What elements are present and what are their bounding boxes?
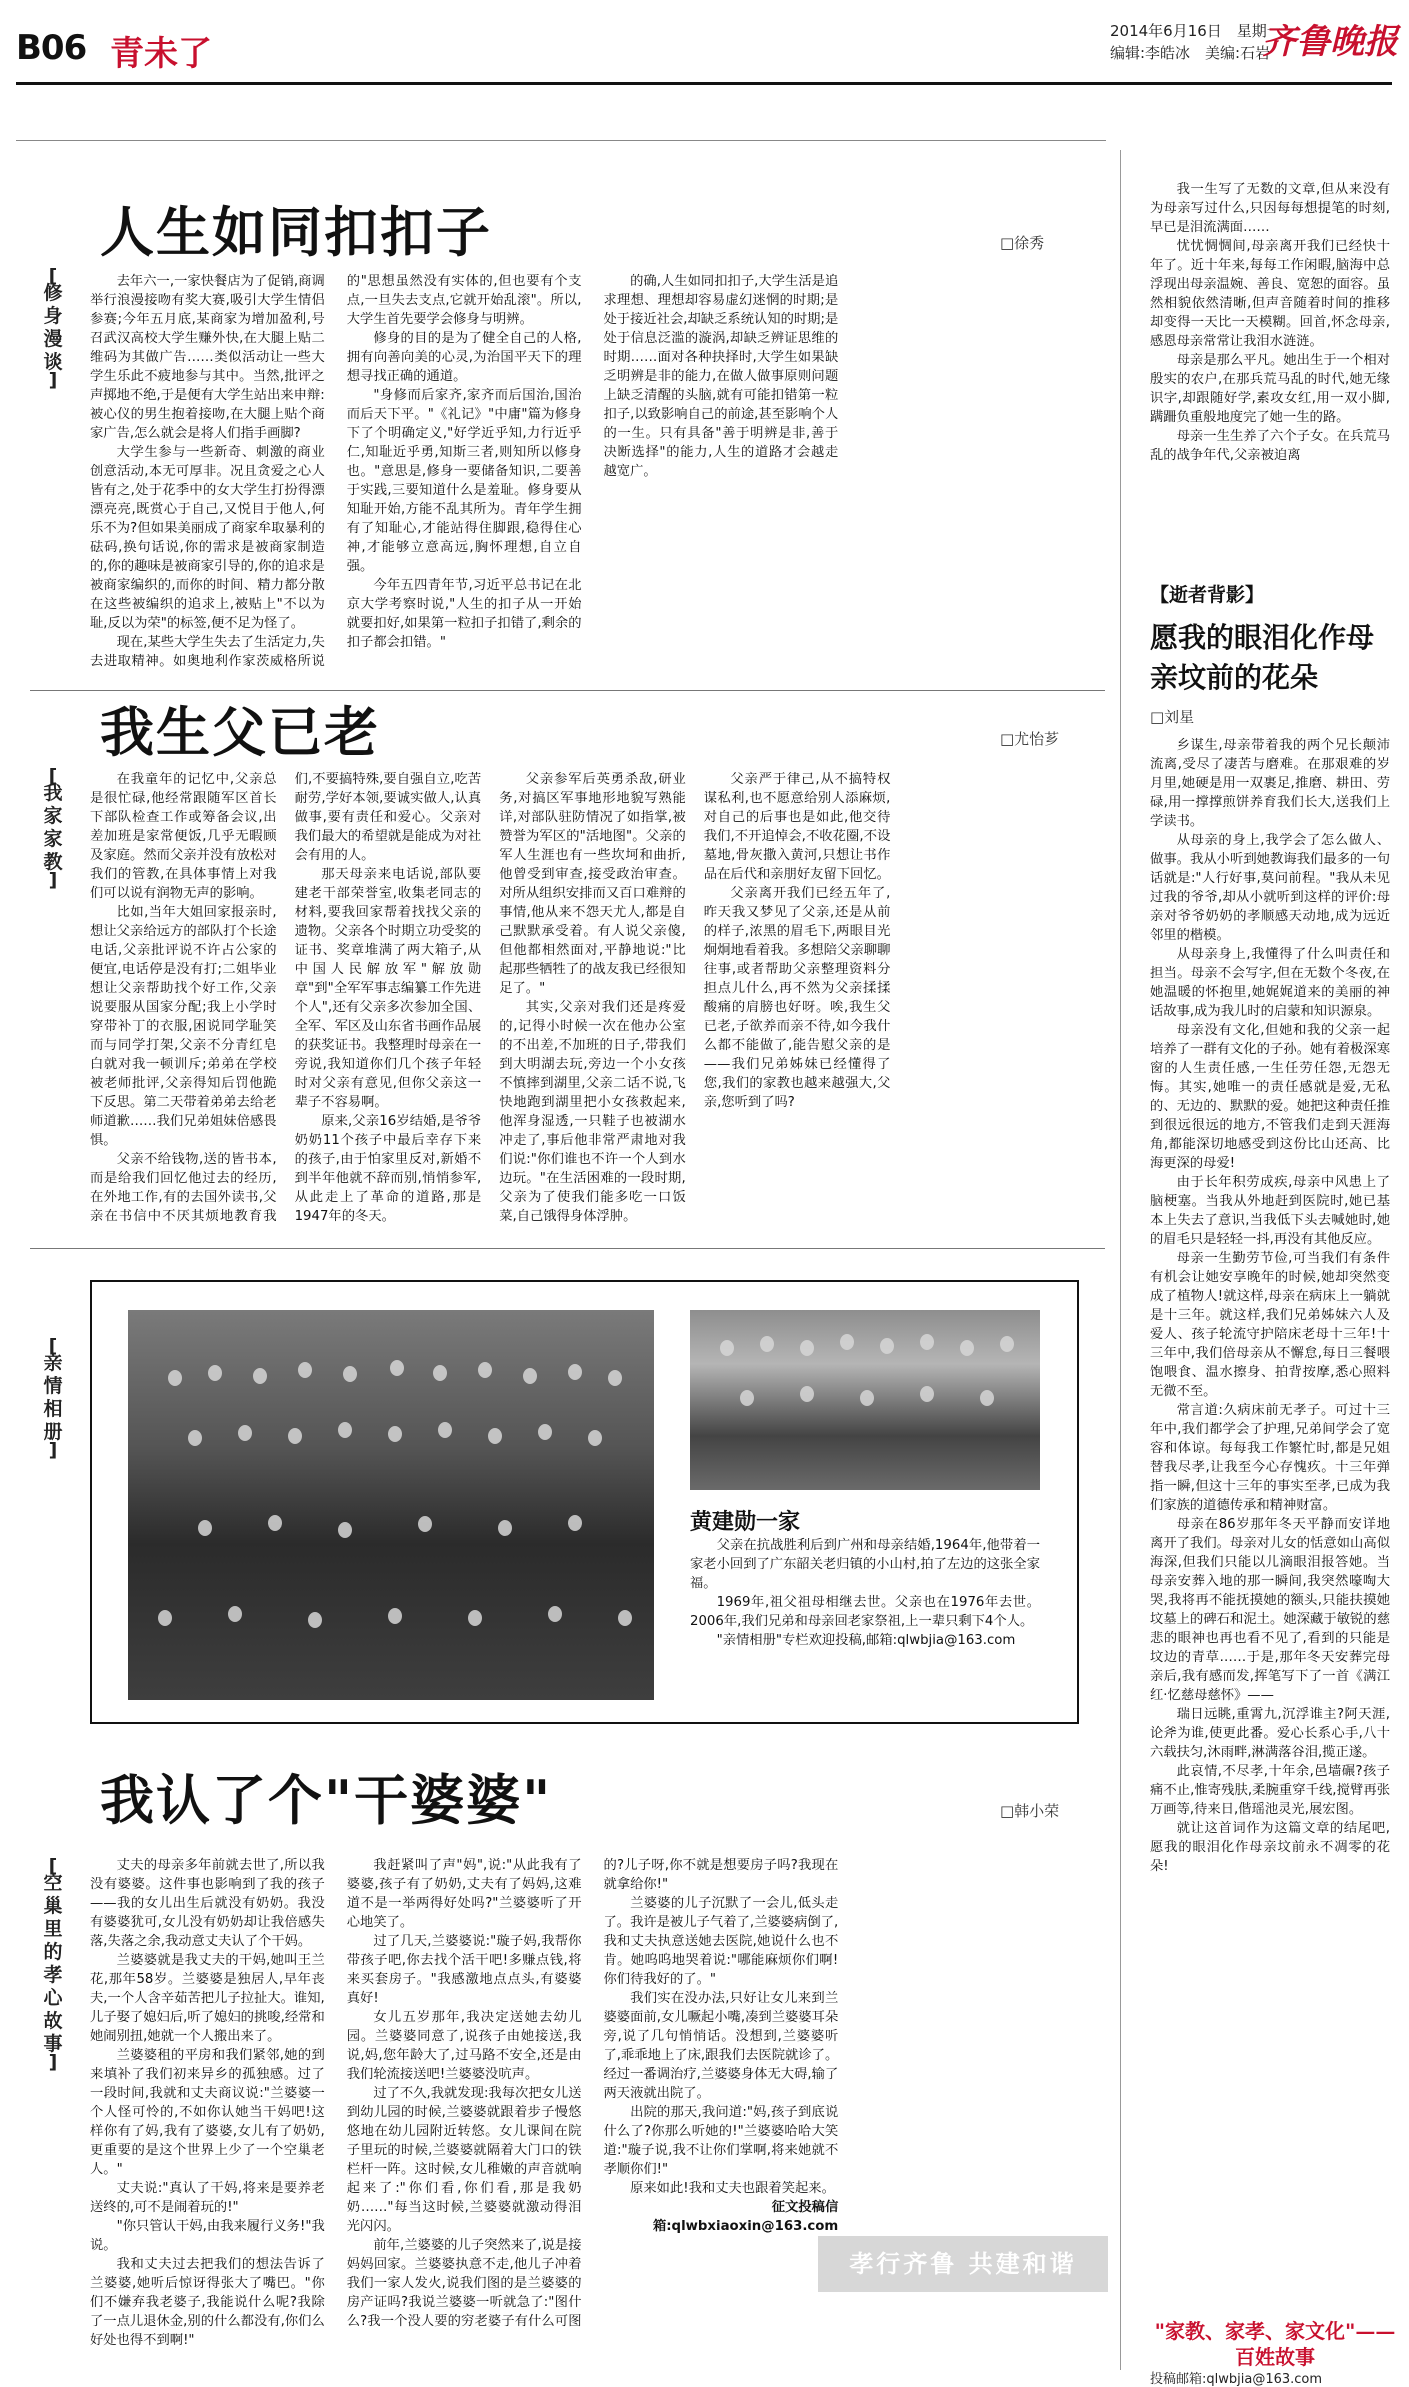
- article2-title: 我生父已老: [100, 700, 380, 764]
- article1-paragraph: 去年六一,一家快餐店为了促销,商调举行浪漫接吻有奖大赛,吸引大学生情侣参赛;今年五月底,某商家为增加盈利,号召武汉高校大学生赚外快,在大腿上贴二维码为其做广告……类似活动让一些大学生乐此不疲地参与其中。当然,批评之声掷地不绝,于是便有大学生站出来申辩:被心仪的男生抱着接吻,在大腿上贴个商家广告,怎么就会是将人们指手画脚?: [90, 274, 325, 441]
- article2-paragraph: 那天母亲来电话说,部队要建老干部荣誉室,收集老同志的材料,要我回家帮着找找父亲的遗物。父亲各个时期立功受奖的证书、奖章堆满了两大箱子,从中国人民解放军"解放勋章"到"全军军事志编纂工作先进个人",还有父亲多次参加全国、全军、军区及山东省书画作品展的获奖证书。我整理时母亲在一旁说,我知道你们几个孩子年轻时对父亲有意见,但你父亲这一辈子不容易啊。: [294, 867, 482, 1110]
- issue-date: 2014年6月16日 星期一: [1110, 22, 1282, 40]
- article3-paragraph: 过了几天,兰婆婆说:"璇子妈,我帮你带孩子吧,你去找个活干吧!多赚点钱,将来买套房子。"我感激地点点头,有婆婆真好!: [346, 1934, 582, 2006]
- article1-title: 人生如同扣扣子: [100, 200, 492, 264]
- article1-paragraph: 现在,某些大学生失去了生活定力,失去进取精神。如奥地利作家茨威格所说的"思想虽然没有实体的,但也要有个支点,一旦失去支点,它就开始乱滚"。所以,大学生首先要学会修身与明辨。: [90, 274, 582, 669]
- article3-submission: 征文投稿信箱:qlwbxiaoxin@163.com: [652, 2200, 839, 2234]
- sidebar-body: [1150, 736, 1390, 2286]
- photo-caption-paragraph: 父亲在抗战胜利后到广州和母亲结婚,1964年,他带着一家老小回到了广东韶关老归镇的小山村,拍了左边的这张全家福。: [690, 1538, 1040, 1591]
- article3-paragraph: 丈夫的母亲多年前就去世了,所以我没有婆婆。这件事也影响到了我的孩子——我的女儿出生后就没有奶奶。我没有婆婆犹可,女儿没有奶奶却让我倍感失落,失落之余,我动意丈夫认了个干妈。: [90, 1858, 325, 1949]
- sidebar-paragraph: 忧忧惆惆间,母亲离开我们已经快十年了。近十年来,每每工作闲暇,脑海中总浮现出母亲温婉、善良、宽恕的面容。虽然相貌依然清晰,但声音随着时间的推移却变得一天比一天模糊。回首,怀念母亲,感恩母亲常常让我泪水涟涟。: [1150, 239, 1390, 349]
- article3-column-label: [ 空巢里的孝心故事 ]: [40, 1860, 66, 2068]
- promo-email: 投稿邮箱:qlwbjia@163.com: [1150, 2372, 1323, 2387]
- article2-paragraph: 在我童年的记忆中,父亲总是很忙碌,他经常跟随军区首长下部队检查工作或筹备会议,出差加班是家常便饭,几乎无暇顾及家庭。然而父亲并没有放松对我们的管教,在具体事情上对我们可以说有润物无声的影响。: [90, 772, 277, 901]
- promo-title: "家教、家孝、家文化"——百姓故事: [1154, 2319, 1396, 2369]
- article2-paragraph: 比如,当年大姐回家报亲时,想让父亲给远方的部队打个长途电话,父亲批评说不许占公家的便宜,电话停是没有打;二姐毕业想让父亲帮助找个好工作,父亲说要服从国家分配;我上小学时穿带补丁的衣服,困说同学耻笑而与同学打架,父亲不分青红皂白就对我一顿训斥;弟弟在学校被老师批评,父亲得知后罚他跪下反思。第二天带着弟弟去给老师道歉……我们兄弟姐妹倍感畏惧。: [90, 905, 277, 1148]
- sidebar-tag-text: 逝者背影: [1169, 584, 1246, 606]
- sidebar-body-top: [1150, 180, 1390, 560]
- photo-caption-paragraph: "亲情相册"专栏欢迎投稿,邮箱:qlwbjia@163.com: [716, 1633, 1016, 1648]
- article1-body: [90, 272, 1095, 684]
- article3-paragraph: 兰婆婆就是我丈夫的干妈,她叫王兰花,那年58岁。兰婆婆是独居人,早年丧夫,一个人含辛茹苦把儿子拉扯大。谁知,儿子娶了媳妇后,听了媳妇的挑唆,经常和她闹别扭,她就一个人搬出来了。: [90, 1953, 325, 2044]
- sidebar-title: 愿我的眼泪化作母亲坟前的花朵: [1150, 621, 1375, 694]
- article3-paragraph: 兰婆婆租的平房和我们紧邻,她的到来填补了我们初来异乡的孤独感。过了一段时间,我就和丈夫商议说:"兰婆婆一个人怪可怜的,不如你认她当干妈吧!这样你有了妈,我有了婆婆,女儿有了奶奶,更重要的是这个世界上少了一个空巢老人。": [90, 2048, 325, 2177]
- sidebar-paragraph: 乡谋生,母亲带着我的两个兄长颠沛流离,受尽了凄苦与磨难。在那艰难的岁月里,她硬是用一双裹足,推磨、耕田、劳碌,用一撑撑煎饼养育我们长大,送我们上学读书。: [1150, 738, 1390, 829]
- sidebar-tag: 【逝者背影】: [1150, 584, 1265, 606]
- top-divider: [16, 140, 1106, 141]
- sidebar-paragraph: 母亲没有文化,但她和我的父亲一起培养了一群有文化的子孙。她有着极深寒窗的人生责任感,一生任劳任怨,无怨无悔。其实,她唯一的责任感就是爱,无私的、无边的、默默的爱。她把这种责任推到很远很远的地方,不管我们走到天涯海角,都能深切地感受到这份比山还高、比海更深的母爱!: [1150, 1023, 1390, 1171]
- article2-column-label: [ 我家家教 ]: [40, 770, 66, 886]
- sidebar-paragraph: 母亲是那么平凡。她出生于一个相对殷实的农户,在那兵荒马乱的时代,她无缘识字,却跟随好学,素攻女红,用一双小脚,蹒跚负重般地度完了她一生的路。: [1150, 353, 1390, 425]
- article1-paragraph: 今年五四青年节,习近平总书记在北京大学考察时说,"人生的扣子从一开始就要扣好,如果第一粒扣子扣错了,剩余的扣子都会扣错。": [346, 578, 582, 650]
- sidebar-paragraph: 常言道:久病床前无孝子。可过十三年中,我们都学会了护理,兄弟间学会了宽容和体谅。每每我工作繁忙时,都是兄姐替我尽孝,让我至今心存愧疚。十三年弹指一瞬,但这十三年的事实至孝,已成为我们家族的道德传承和精神财富。: [1150, 1403, 1390, 1513]
- photo-caption-paragraph: 1969年,祖父祖母相继去世。父亲也在1976年去世。2006年,我们兄弟和母亲回老家祭祖,上一辈只剩下4个人。: [690, 1595, 1040, 1629]
- article1-paragraph: "身修而后家齐,家齐而后国治,国治而后天下平。"《礼记》"中庸"篇为修身下了个明确定义,"好学近乎知,力行近乎仁,知耻近乎勇,知斯三者,则知所以修身也。"意思是,修身一要储备知识,二要善于实践,三要知道什么是羞耻。修身要从知耻开始,方能不乱其所为。青年学生拥有了知耻心,才能站得住脚跟,稳得住心神,才能够立意高远,胸怀理想,自立自强。: [346, 388, 582, 574]
- article3-paragraph: 丈夫说:"真认了干妈,将来是要养老送终的,可不是闹着玩的!": [90, 2181, 325, 2215]
- article2-paragraph: 原来,父亲16岁结婚,是爷爷奶奶11个孩子中最后幸存下来的孩子,由于怕家里反对,新婚不到半年他就不辞而别,悄悄参军,从此走上了革命的道路,那是1947年的冬天。: [294, 1114, 482, 1224]
- article1-author: □徐秀: [1000, 234, 1045, 252]
- sidebar-paragraph: 母亲在86岁那年冬天平静而安详地离开了我们。母亲对儿女的恬意如山高似海深,但我们只能以儿滴眼泪报答她。当母亲安葬入地的那一瞬间,我突然嚎啕大哭,我将再不能抚摸她的额头,只能扶摸她坟墓上的碑石和泥土。她深藏于敏锐的慈悲的眼神也再也看不见了,看到的只能是坟边的青草……于是,那年冬天安葬完母亲后,我有感而发,挥笔写下了一首《满江红·忆慈母慈怀》——: [1150, 1517, 1390, 1703]
- article2-body: [90, 770, 1095, 1240]
- article2-paragraph: 父亲不给钱物,送的皆书本,而是给我们回忆他过去的经历,在外地工作,有的去国外读书,父亲在书信中不厌其烦地教育我们,不要搞特殊,要自强自立,吃苦耐劳,学好本领,要诚实做人,认真做事,要有责任和爱心。父亲对我们最大的希望就是能成为对社会有用的人。: [90, 772, 482, 1224]
- header-rule: [16, 82, 1392, 85]
- sidebar-paragraph: 由于长年积劳成疾,母亲中风患上了脑梗塞。当我从外地赶到医院时,她已基本上失去了意识,当我低下头去喊她时,她的眉毛只是轻轻一抖,再没有其他反应。: [1150, 1175, 1390, 1247]
- article2-paragraph: 父亲离开我们已经五年了,昨天我又梦见了父亲,还是从前的样子,浓黑的眉毛下,两眼目光炯炯地看着我。多想陪父亲聊聊往事,或者帮助父亲整理资料分担点儿什么,再不然为父亲揉揉酸痛的肩膀也好呀。唉,我生父已老,子欲养而亲不待,如今我什么都不能做了,能告慰父亲的是——我们兄弟姊妹已经懂得了您,我们的家教也越来越强大,父亲,您听到了吗?: [703, 886, 891, 1110]
- article3-paragraph: 我和丈夫过去把我们的想法告诉了兰婆婆,她听后惊讶得张大了嘴巴。"你们不嫌弃我老婆子,我能说什么呢?我除了一点儿退休金,别的什么都没有,你们么好处也得不到啊!": [90, 2257, 325, 2348]
- article3-paragraph: 前年,兰婆婆的儿子突然来了,说是接妈妈回家。兰婆婆执意不走,他儿子冲着我们一家人发火,说我们图的是兰婆婆的房产证吗?我说兰婆婆一听就急了:"图什么?我一个没人要的穷老婆子有什么可图的?儿子呀,你不就是想要房子吗?我现在就拿给你!": [346, 1858, 839, 2329]
- sidebar-divider: [1120, 150, 1121, 2370]
- newspaper-logo: 齐鲁晚报: [1262, 22, 1398, 62]
- sidebar-paragraph: 我一生写了无数的文章,但从来没有为母亲写过什么,只因每每想提笔的时刻,早已是泪流满面……: [1150, 182, 1390, 235]
- article3-paragraph: 女儿五岁那年,我决定送她去幼儿园。兰婆婆同意了,说孩子由她接送,我说,妈,您年龄大了,过马路不安全,还是由我们轮流接送吧!兰婆婆没吭声。: [346, 2010, 582, 2082]
- family-photo-2006: [690, 1310, 1040, 1490]
- article2-paragraph: 其实,父亲对我们还是疼爱的,记得小时候一次在他办公室的不出差,不加班的日子,带我们到大明湖去玩,旁边一个小女孩不慎摔到湖里,父亲二话不说,飞快地跑到湖里把小女孩救起来,他浑身湿透,一只鞋子也被湖水冲走了,事后他非常严肃地对我们说:"你们谁也不许一个人到水边玩。"在生活困难的一段时期,父亲为了使我们能多吃一口饭菜,自己饿得身体浮肿。: [499, 1000, 686, 1224]
- article1-column-label: [ 修身漫谈 ]: [40, 270, 66, 386]
- article3-paragraph: 原来如此!我和丈夫也跟着笑起来。: [630, 2181, 835, 2196]
- photo-caption-title: 黄建勋一家: [690, 1510, 801, 1535]
- sidebar-paragraph: 母亲一生生养了六个子女。在兵荒马乱的战争年代,父亲被迫离: [1150, 429, 1390, 463]
- page-code: B06: [16, 28, 87, 68]
- sidebar-paragraph: 母亲一生勤劳节俭,可当我们有条件有机会让她安享晚年的时候,她却突然变成了植物人!就这样,母亲在病床上一躺就是十三年。就这样,我们兄弟姊妹六人及爱人、孩子轮流守护陪床老母十三年!十三年中,我们倍母亲从不懈怠,每日三餐喂饱喂食、温水擦身、拍背按摩,悉心照料无微不至。: [1150, 1251, 1390, 1399]
- article3-title: 我认了个"干婆婆": [100, 1768, 553, 1832]
- article1-paragraph: 修身的目的是为了健全自己的人格,拥有向善向美的心灵,为治国平天下的理想寻找正确的通道。: [346, 331, 582, 384]
- article2-divider: [30, 1248, 1105, 1249]
- article3-author: □韩小荣: [1000, 1802, 1060, 1820]
- article2-author: □尤怡芗: [1000, 730, 1060, 748]
- photo-column-label: [ 亲情相册 ]: [40, 1340, 66, 1456]
- article3-paragraph: 过了不久,我就发现:我每次把女儿送到幼儿园的时候,兰婆婆就跟着步子慢悠悠地在幼儿园附近转悠。女儿课间在院子里玩的时候,兰婆婆就隔着大门口的铁栏杆一阵。这时候,女儿稚嫩的声音就响起来了:"你们看,你们看,那是我奶奶……"每当这时候,兰婆婆就激动得泪光闪闪。: [346, 2086, 582, 2234]
- sidebar-author: □刘星: [1150, 708, 1195, 726]
- sidebar-paragraph: 就让这首词作为这篇文章的结尾吧,愿我的眼泪化作母亲坟前永不凋零的花朵!: [1150, 1821, 1390, 1874]
- section-title: 青未了: [110, 34, 212, 74]
- sidebar-paragraph: 瑞日远眺,重霄九,沉浮谁主?阿天涯,论斧为谁,使更此番。爱心长系心手,八十六载扶匀,沐雨畔,淋满落谷泪,揽正遂。: [1150, 1707, 1390, 1760]
- slogan-banner: 孝行齐鲁 共建和谐: [818, 2236, 1108, 2292]
- article3-paragraph: 出院的那天,我问道:"妈,孩子到底说什么了?你那么听她的!"兰婆婆哈哈大笑道:"璇子说,我不让你们掌啊,将来她就不孝顺你们!": [603, 2105, 839, 2177]
- editors-line: 编辑:李皓冰 美编:石岩: [1110, 44, 1271, 62]
- article3-paragraph: 我们实在没办法,只好让女儿来到兰婆婆面前,女儿噘起小嘴,凑到兰婆婆耳朵旁,说了几句悄悄话。没想到,兰婆婆听了,乖乖地上了床,跟我们去医院就诊了。经过一番调治疗,兰婆婆身体无大碍,输了两天液就出院了。: [603, 1991, 839, 2101]
- article1-paragraph: 的确,人生如同扣扣子,大学生活是追求理想、理想却容易虚幻迷惘的时期;是处于接近社会,却缺乏系统认知的时期;是处于信息泛滥的漩涡,却缺乏辨证思维的时期……面对各种抉择时,大学生如果缺乏明辨是非的能力,在做人做事原则问题上缺乏清醒的头脑,就有可能扣错第一粒扣子,以致影响自己的前途,甚至影响个人的一生。只有具备"善于明辨是非,善于决断选择"的能力,人生的道路才会越走越宽广。: [603, 274, 839, 479]
- article3-paragraph: 我赶紧叫了声"妈",说:"从此我有了婆婆,孩子有了奶奶,丈夫有了妈妈,这难道不是一举两得好处吗?"兰婆婆听了开心地笑了。: [346, 1858, 582, 1930]
- article3-paragraph: "你只管认干妈,由我来履行义务!"我说。: [90, 2219, 325, 2253]
- family-photo-1964: [128, 1310, 654, 1700]
- article1-paragraph: 大学生参与一些新奇、刺激的商业创意活动,本无可厚非。况且贪爱之心人皆有之,处于花季中的女大学生打扮得漂漂亮亮,既赏心于自己,又悦目于他人,何乐不为?但如果美丽成了商家牟取暴利的砝码,换句话说,你的需求是被商家制造的,你的趣味是被商家引导的,你的追求是被商家编织的,而你的时间、精力都分散在这些被编织的追求上,被贴上"不以为耻,反以为荣"的标签,便不足为怪了。: [90, 445, 325, 631]
- sidebar-paragraph: 从母亲的身上,我学会了怎么做人、做事。我从小听到她教诲我们最多的一句话就是:"人行好事,莫问前程。"我从未见过我的爷爷,却从小就听到这样的评价:母亲对爷爷奶奶的孝顺感天动地,成为远近邻里的楷模。: [1150, 833, 1390, 943]
- article3-paragraph: 兰婆婆的儿子沉默了一会儿,低头走了。我许是被儿子气着了,兰婆婆病倒了,我和丈夫执意送她去医院,她说什么也不肯。她呜呜地哭着说:"哪能麻烦你们啊!你们待我好的了。": [603, 1896, 839, 1987]
- sidebar-paragraph: 此哀情,不尽孝,十年余,邑墙碾?孩子痛不止,惟寄残肤,柔腕重穿千线,搅臂再张万画等,待来日,偕瑶池灵光,展宏图。: [1150, 1764, 1390, 1817]
- article2-paragraph: 父亲严于律己,从不搞特权谋私利,也不愿意给别人添麻烦,对自己的后事也是如此,他交待我们,不开追悼会,不收花圈,不设墓地,骨灰撒入黄河,只想让书作品在后代和亲朋好友留下回忆。: [703, 772, 891, 882]
- article2-paragraph: 父亲参军后英勇杀敌,研业务,对搞区军事地形地貌写熟能详,对部队驻防情况了如指掌,被赞誉为军区的"活地图"。父亲的军人生涯也有一些坎坷和曲折,他曾受到审查,接受政治审查。对所从组织安排而又百口难辩的事情,他从来不怨天尤人,都是自己默默承受着。有人说父亲傻,但他都相然面对,平静地说:"比起那些牺牲了的战友我已经很知足了。": [499, 772, 686, 996]
- photo-caption: [690, 1536, 1040, 1650]
- sidebar-paragraph: 从母亲身上,我懂得了什么叫责任和担当。母亲不会写字,但在无数个冬夜,在她温暖的怀抱里,她娓娓道来的美丽的神话故事,成为我儿时的启蒙和知识源泉。: [1150, 947, 1390, 1019]
